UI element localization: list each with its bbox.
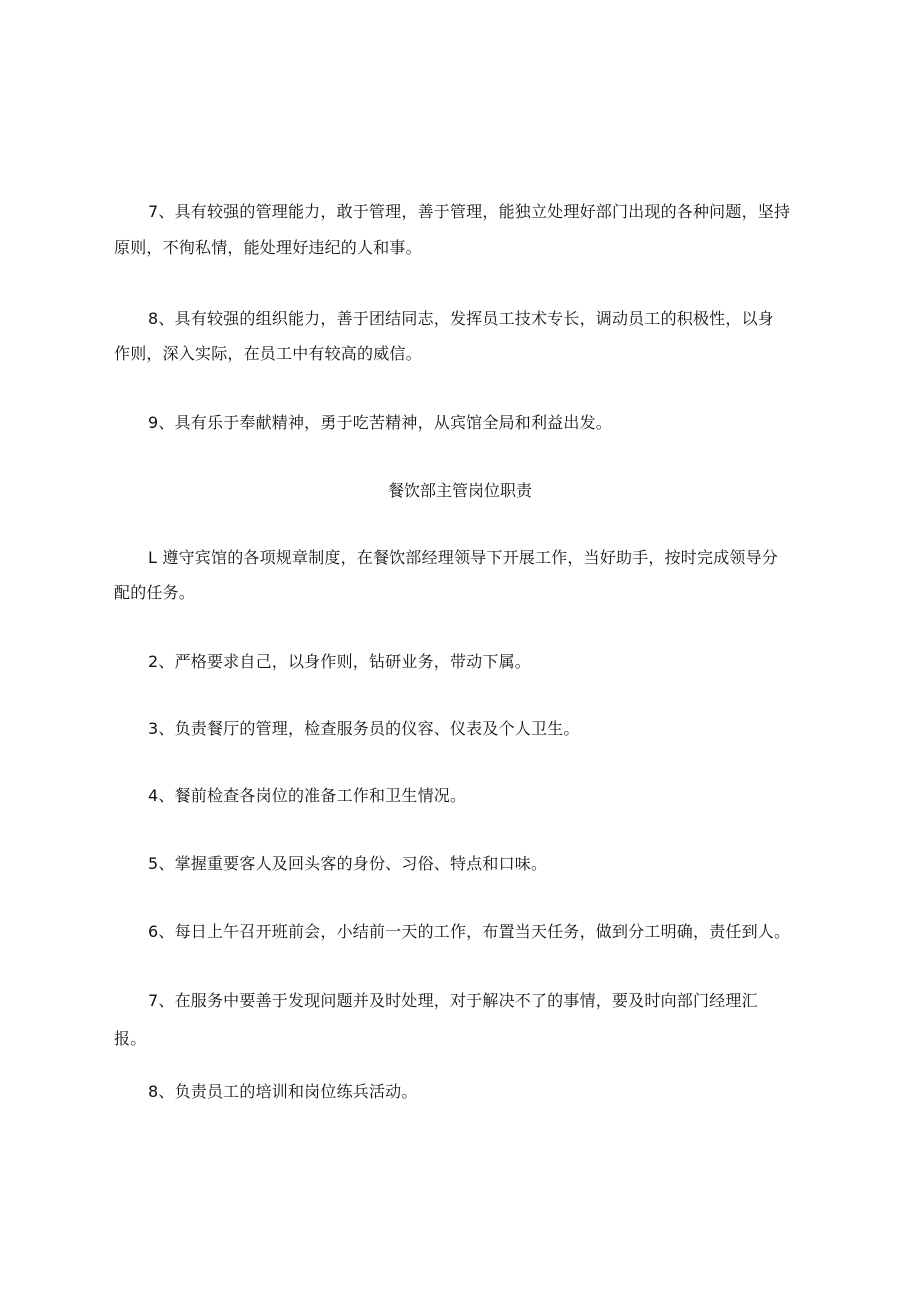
paragraph-9-line-1: 9、具有乐于奉献精神，勇于吃苦精神，从宾馆全局和利益出发。 <box>148 413 612 432</box>
duty-6: 6、每日上午召开班前会，小结前一天的工作，布置当天任务，做到分工明确，责任到人。 <box>148 922 791 941</box>
section-title: 餐饮部主管岗位职责 <box>387 481 532 500</box>
duty-7-line-2: 报。 <box>114 1029 147 1048</box>
duty-1-line-2: 配的任务。 <box>114 583 196 602</box>
paragraph-7-line-1: 7、具有较强的管理能力，敢于管理，善于管理，能独立处理好部门出现的各种问题，坚持 <box>148 202 791 221</box>
paragraph-8-line-2: 作则，深入实际，在员工中有较高的威信。 <box>114 344 422 363</box>
duty-7-line-1: 7、在服务中要善于发现问题并及时处理，对于解决不了的事情，要及时向部门经理汇 <box>148 991 758 1010</box>
paragraph-7-line-2: 原则，不徇私情，能处理好违纪的人和事。 <box>114 238 422 257</box>
paragraph-8-line-1: 8、具有较强的组织能力，善于团结同志，发挥员工技术专长，调动员工的积极性，以身 <box>148 309 774 328</box>
duty-5: 5、掌握重要客人及回头客的身份、习俗、特点和口味。 <box>148 854 548 873</box>
duty-8: 8、负责员工的培训和岗位练兵活动。 <box>148 1082 418 1101</box>
duty-4: 4、餐前检查各岗位的准备工作和卫生情况。 <box>148 786 467 805</box>
duty-1-line-1: L 遵守宾馆的各项规章制度，在餐饮部经理领导下开展工作，当好助手，按时完成领导分 <box>148 548 779 567</box>
duty-3: 3、负责餐厅的管理，检查服务员的仪容、仪表及个人卫生。 <box>148 719 580 738</box>
duty-2: 2、严格要求自己，以身作则，钻研业务，带动下属。 <box>148 652 531 671</box>
